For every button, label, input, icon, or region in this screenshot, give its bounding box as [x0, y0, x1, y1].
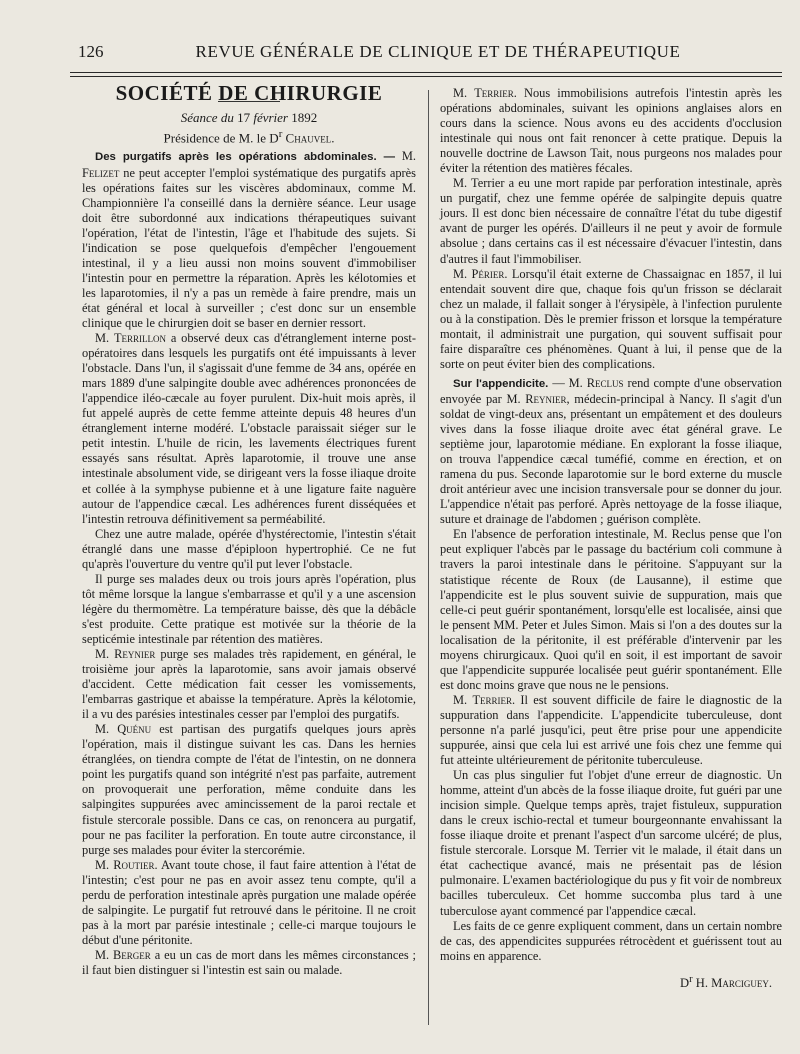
paragraph	[82, 149, 416, 331]
session-prefix: Séance du	[180, 110, 238, 126]
running-title: REVUE GÉNÉRALE DE CLINIQUE ET DE THÉRAPEUTIQUE	[195, 42, 681, 61]
paragraph-text: purge ses malades très rapidement, en général, le troisième jour après la laparotomie, sans avoir jamais observé d'accident. Cette médication fait cesser les vomissements, l'embarras gastrique et abaisse la température. Après la kélotomie, il a vu des parésies intestinales cesser par l'emploi des purgatifs.	[82, 647, 416, 722]
signature-name: H. Marciguey.	[692, 975, 772, 990]
speaker-name: Felizet	[82, 165, 120, 180]
paragraph-text: . Nous immobilisions autrefois l'intestin après les opérations abdominales, suivant les opinions anglaises alors en cours dans la science. Nous avons eu des accidents d'occlusion intestinale qui nous ont fait renoncer à cette pratique. Depuis la nouvelle doctrine de Lawson Tait, nous purgeons nos malades pour éviter la rétention des matières fécales.	[440, 86, 782, 176]
paragraph	[440, 693, 782, 768]
page-number: 126	[78, 42, 104, 61]
paragraph: Chez une autre malade, opérée d'hystérectomie, l'intestin s'était étranglé dans une masse d'épiploon hypertrophié. Ce ne fut qu'après l'ouverture du ventre qu'il put lever l'obstacle.	[82, 526, 416, 571]
paragraph	[440, 86, 782, 176]
column-divider	[428, 90, 429, 1025]
right-column	[440, 86, 782, 991]
speaker-prefix: M.	[453, 692, 473, 707]
speaker-prefix: — M.	[548, 375, 587, 390]
signature-sup: r	[689, 973, 693, 985]
presidence	[82, 127, 416, 145]
speaker-name: Reclus	[586, 375, 624, 390]
paragraph: Les faits de ce genre expliquent comment, dans un certain nombre de cas, des appendicites suppurées rétrocèdent et guérissent tout au moins en apparence.	[440, 918, 782, 963]
speaker-name: Terrillon	[113, 331, 167, 346]
session-day: 17	[237, 110, 251, 126]
paragraph	[82, 858, 416, 948]
speaker-prefix: M.	[95, 722, 118, 737]
paragraph-text: . Avant toute chose, il faut faire attention à l'état de l'intestin; c'est pour ne pas en avoir assez tenu compte, qu'il a perdu de perforation intestinale après purgation une malade opérée de salpingite. Le purgatif fut retrouvé dans le péritoine. Il ne croit pas à la mort par parésie intestinale ; celle-ci marque toujours le début d'une péritonite.	[82, 857, 416, 947]
speaker-prefix: M.	[95, 947, 114, 962]
running-header	[78, 42, 778, 70]
paragraph-text: a eu un cas de mort dans les mêmes circonstances ; il faut bien distinguer si l'intestin est sain ou malade.	[82, 947, 416, 977]
paragraph: En l'absence de perforation intestinale, M. Reclus pense que l'on peut expliquer l'abcès par le passage du bactérium coli commune à travers la paroi intestinale dans le péritoine. S'appuyant sur la statistique récente de Roux (de Lausanne), il estime que l'appendicite est le plus souvent suivie de suppuration, mais que celle-ci peut guérir spontanément, lorsqu'elle est localisée, ainsi que le pensent MM. Peter et Jules Simon. Mais si l'on a des doutes sur la localisation de la péritonite, il est préférable d'intervenir par les moyens chirurgicaux. Quoi qu'il en soit, il est important de savoir que l'appendicite suppurée localisée peut guérir spontanément. Elle est donc moins grave que nous ne le pensions.	[440, 527, 782, 692]
header-rule	[70, 72, 782, 73]
speaker-name: Reynier	[114, 647, 156, 662]
paragraph-text: a observé deux cas d'étranglement interne post-opératoires dans lesquels les purgatifs ont été impuissants à lever l'obstacle. Dans l'un, il s'agissait d'une femme de 34 ans, opérée en mars 1889 d'une salpingite double avec adhérences prononcées de l'appendice iléo-cæcale au foyer purulent. Dix-huit mois après, il fut appelé auprès de cette femme atteinte depuis 48 heures d'un étranglement interne modéré. L'obstacle paraissait siéger sur le petit intestin. L'huile de ricin, les lavements électriques furent essayés sans résultat. Après laparotomie, il trouve une anse intestinale absolument vide, se dirigeant vers la fosse iliaque droite et collée à la symphyse pubienne et à une ligature faite naguère autour de l'appendice cæcal. Les adhérences furent disséquées et l'intestin retrouva définitivement sa perméabilité.	[82, 331, 416, 526]
speaker-name: Terrier	[472, 692, 513, 707]
paragraph-text: ne peut accepter l'emploi systématique des purgatifs après les opérations faites sur les viscères abdominaux, comme M. Championnière l'a conseillé dans la dernière séance. Leur usage doit être subordonné aux indications thérapeutiques suivant l'opération, l'état de l'intestin, l'âge et l'habitude des sujets. Si l'indication se pose quelquefois d'empêcher l'engouement intestinal, il y a lieu aussi non moins souvent d'immobiliser l'intestin pour en permettre la réparation. Après les kélotomies et les laparotomies, il n'y a pas un remède à faire prendre, mais un état général et local à surveiller ; c'est donc sur un ensemble clinique que le chirurgien doit se baser en dernier ressort.	[82, 165, 416, 330]
speaker-prefix: M.	[95, 647, 115, 662]
speaker-name: Périer	[471, 266, 505, 281]
paragraph: Il purge ses malades deux ou trois jours après l'opération, plus tôt même lorsque la langue s'embarrasse et qu'il y a une ascension légère du thermomètre. La température baisse, dès que la débâcle s'est produite. Cette pratique est motivée sur la théorie de la septicémie intestinale par rétention des matières.	[82, 571, 416, 646]
paragraph	[82, 331, 416, 527]
subsection-heading: Sur l'appendicite.	[453, 377, 549, 390]
header-rule-thin	[70, 76, 782, 77]
session-month: février	[250, 110, 292, 126]
paragraph-text: rend compte d'une observation envoyée par M.	[440, 375, 782, 406]
speaker-name: Berger	[113, 947, 151, 962]
paragraph-text: . Lorsqu'il était externe de Chassaignac en 1857, il lui entendait souvent dire que, chaque fois qu'un frisson se déclarait chez un malade, il fallait songer à l'érysipèle, à l'infection purulente ou à la constipation. Dès le premier frisson et lorsque la température montait, il administrait une purgation, qui souvent suffisait pour faire disparaître ces phénomènes. Quant à lui, il pense que de la sorte on peut éviter bien des complications.	[440, 266, 783, 371]
presidence-prefix: Présidence de M. le D	[163, 130, 279, 146]
speaker-prefix: M.	[453, 266, 472, 281]
paragraph: Un cas plus singulier fut l'objet d'une erreur de diagnostic. Un homme, atteint d'un abcès de la fosse iliaque droite, fut guéri par une incision simple. Quelque temps après, trajet fistuleux, suppuration dans le creux ischio-rectal et tumeur bourgeonnante envahissant la fosse iliaque droite et prenant l'aspect d'un sarcome ulcéré; de plus, fistule stercorale. Lorsque M. Terrier vit le malade, il était dans un état cachectique avancé, mais ne présentait pas de lésion pulmonaire. L'examen bactériologique du pus y fit voir de nombreux bacilles tuberculeux. Cet homme succomba plus tard à une tuberculose ayant commencé par l'appendice cæcal.	[440, 768, 782, 918]
speaker-name: Terrier	[474, 86, 514, 100]
presidence-sup: r	[278, 128, 283, 141]
speaker-prefix: M.	[95, 857, 114, 872]
paragraph	[82, 647, 416, 722]
paragraph	[440, 267, 782, 372]
session-year: 1892	[291, 110, 318, 126]
left-column	[82, 81, 416, 978]
speaker-prefix: M.	[394, 149, 416, 164]
speaker-prefix: M.	[95, 331, 114, 346]
author-signature	[440, 972, 782, 991]
paragraph: M. Terrier a eu une mort rapide par perforation intestinale, après un purgatif, chez une femme opérée de salpingite depuis quatre jours. Il est donc bien nécessaire de connaître l'état du tube digestif avant de purger les opérés. D'ailleurs il ne peut y avoir de formule absolue ; dans certains cas il est nécessaire d'évacuer l'intestin, dans d'autres il faut l'immobiliser.	[440, 176, 782, 266]
paragraph	[440, 376, 782, 527]
session-date	[82, 110, 416, 125]
president-name: Chauvel.	[282, 130, 335, 146]
paragraph-text: , médecin-principal à Nancy. Il s'agit d'un soldat de vingt-deux ans, présentant un empâtement et des douleurs vives dans la fosse iliaque droite avec état général grave. Le septième jour, laparotomie médiane. En explorant la fosse iliaque, on trouva l'appendice cæcal tuméfié, comme en érection, et on ramena du pus. Seconde laparotomie sur le bord externe du muscle droit antérieur avec une incision transversale pour se donner du jour. L'appendice n'était pas perforé. Après nettoyage de la fosse iliaque, suture et drainage de l'abdomen ; guérison complète.	[440, 391, 782, 527]
speaker-name: Routier	[113, 857, 155, 872]
signature-prefix: D	[680, 975, 690, 990]
paragraph-text: . Il est souvent difficile de faire le diagnostic de la suppuration dans l'appendicite. L'appendicite tuberculeuse, dont personne n'a parlé jusqu'ici, peut être prise pour une appendicite suppurée, ainsi que cela lui est arrivé une fois chez une femme qui fut atteinte ultérieurement de péritonite tuberculeuse.	[440, 692, 783, 768]
paragraph-text: est partisan des purgatifs quelques jours après l'opération, mais il distingue suivant les cas. Dans les hernies étranglées, on tiendra compte de l'état de l'intestin, on ne donnera point les purgatifs quand son intégrité n'est pas parfaite, autrement on provoquerait une perforation, même conduite dans les salpingites suppurées avec amincissement de la paroi rectale et fistule stercorale possible. Dans ce cas, on renoncera au purgatif, pour ne pas faciliter la perforation. En toute autre circonstance, il purge ses malades pour éviter la stercorémie.	[82, 722, 416, 857]
speaker-prefix: M.	[453, 86, 475, 100]
subsection-heading: Des purgatifs après les opérations abdominales. —	[95, 151, 395, 164]
speaker-name: Reynier	[525, 391, 567, 406]
speaker-name: Quénu	[117, 722, 152, 737]
paragraph	[82, 948, 416, 978]
paragraph	[82, 722, 416, 857]
section-title: SOCIÉTÉ DE CHIRURGIE	[115, 81, 383, 105]
